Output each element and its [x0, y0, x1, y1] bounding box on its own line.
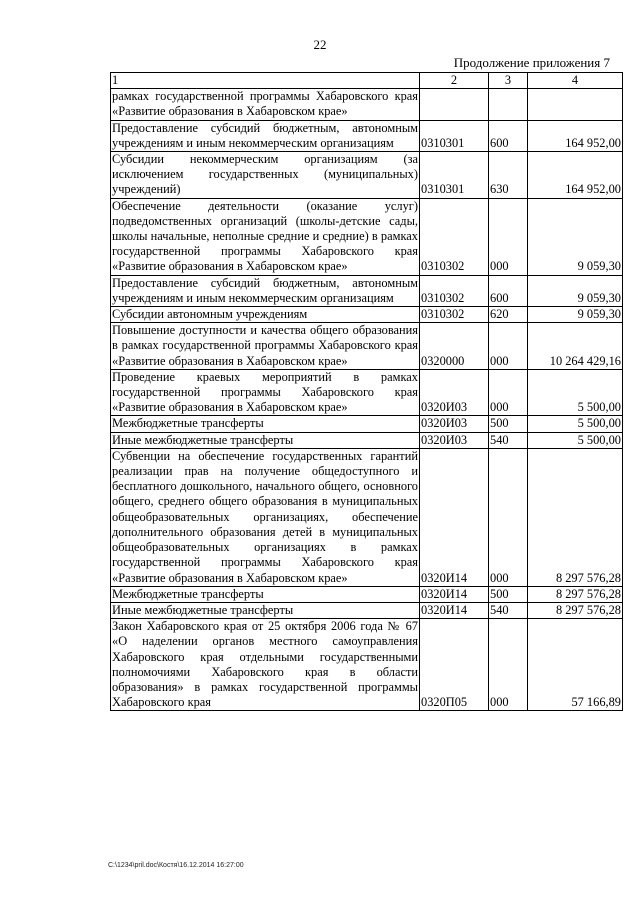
- row-sum-cell: 57 166,89: [528, 619, 623, 711]
- table-row: [111, 152, 623, 199]
- row-name-cell: Предоставление субсидий бюджетным, автономным учреждениям и иным некоммерческим организациям: [112, 275, 418, 305]
- row-name-cell: Субвенции на обеспечение государственных гарантий реализации прав на получение общедоступного и бесплатного дошкольного, начального общего, основного общего, среднего общего образования в муниципальных общеобразовательных организациях, обеспечение дополнительного образования детей в муниципальных общеобразовательных организациях в рамках государственной программы Хабаровского края «Развитие образования в Хабаровском крае»: [112, 448, 418, 585]
- row-sum-cell: 164 952,00: [528, 152, 623, 199]
- row-vr-cell: 600: [489, 120, 528, 151]
- row-vr-cell: 620: [489, 307, 528, 323]
- table-row: [111, 275, 623, 306]
- row-csr-cell: 0320000: [420, 323, 489, 370]
- table-row: [111, 586, 623, 602]
- table-row: [111, 369, 623, 416]
- row-vr-cell: 000: [489, 369, 528, 416]
- table-row: [111, 198, 623, 275]
- table-row: [111, 448, 623, 586]
- row-name-cell: Межбюджетные трансферты: [111, 416, 420, 432]
- row-csr-cell: [420, 89, 489, 120]
- row-csr-cell: 0310301: [420, 152, 489, 199]
- table-row: [111, 619, 623, 711]
- row-name-cell: Субсидии автономным учреждениям: [111, 307, 420, 323]
- row-sum-cell: 164 952,00: [528, 120, 623, 151]
- row-name-cell: Иные межбюджетные трансферты: [111, 602, 420, 618]
- row-vr-cell: 000: [489, 198, 528, 275]
- row-vr-cell: 540: [489, 602, 528, 618]
- header-col-1: 1: [111, 73, 420, 89]
- row-sum-cell: 8 297 576,28: [528, 448, 623, 586]
- row-csr-cell: 0320И14: [420, 586, 489, 602]
- row-sum-cell: 9 059,30: [528, 307, 623, 323]
- table-row: [111, 120, 623, 151]
- table-row: [111, 602, 623, 618]
- row-vr-cell: 500: [489, 416, 528, 432]
- row-vr-cell: 000: [489, 448, 528, 586]
- row-sum-cell: [528, 89, 623, 120]
- row-vr-cell: 000: [489, 619, 528, 711]
- row-name-cell: Закон Хабаровского края от 25 октября 2006 года № 67 «О наделении органов местного самоуправления Хабаровского края отдельными государственными полномочиями Хабаровского края в области образования» в рамках государственной программы Хабаровского края: [112, 619, 418, 710]
- row-csr-cell: 0310302: [420, 198, 489, 275]
- row-csr-cell: 0320И03: [420, 369, 489, 416]
- row-sum-cell: 9 059,30: [528, 275, 623, 306]
- row-name-cell: Предоставление субсидий бюджетным, автономным учреждениям и иным некоммерческим организациям: [112, 120, 418, 150]
- table-row: [111, 323, 623, 370]
- header-col-2: 2: [420, 73, 489, 89]
- row-csr-cell: 0310302: [420, 307, 489, 323]
- table-row: [111, 307, 623, 323]
- row-sum-cell: 5 500,00: [528, 432, 623, 448]
- row-vr-cell: 000: [489, 323, 528, 370]
- row-csr-cell: 0320И14: [420, 602, 489, 618]
- row-csr-cell: 0320И14: [420, 448, 489, 586]
- row-vr-cell: [489, 89, 528, 120]
- row-sum-cell: 8 297 576,28: [528, 586, 623, 602]
- table-header-row: [111, 73, 623, 89]
- row-csr-cell: 0310301: [420, 120, 489, 151]
- row-csr-cell: 0310302: [420, 275, 489, 306]
- row-name-cell: Проведение краевых мероприятий в рамках государственной программы Хабаровского края «Развитие образования в Хабаровском крае»: [112, 369, 418, 415]
- page-number: 22: [313, 37, 327, 52]
- row-vr-cell: 630: [489, 152, 528, 199]
- header-col-3: 3: [489, 73, 528, 89]
- file-path-footer: C:\1234\pril.doc\Костя\16.12.2014 16:27:00: [108, 862, 244, 869]
- row-sum-cell: 8 297 576,28: [528, 602, 623, 618]
- continuation-label: Продолжение приложения 7: [453, 55, 610, 70]
- table-row: [111, 432, 623, 448]
- row-sum-cell: 5 500,00: [528, 369, 623, 416]
- row-csr-cell: 0320И03: [420, 416, 489, 432]
- row-name-cell: Иные межбюджетные трансферты: [111, 432, 420, 448]
- row-name-cell: Повышение доступности и качества общего образования в рамках государственной программы Хабаровского края «Развитие образования в Хабаровском крае»: [112, 323, 418, 368]
- table-row: [111, 89, 623, 120]
- row-csr-cell: 0320И03: [420, 432, 489, 448]
- table-row: [111, 416, 623, 432]
- row-vr-cell: 600: [489, 275, 528, 306]
- row-name-cell: Субсидии некоммерческим организациям (за исключением государственных (муниципальных) учреждений): [112, 152, 418, 197]
- header-col-4: 4: [528, 73, 623, 89]
- row-name-cell: Обеспечение деятельности (оказание услуг) подведомственных организаций (школы-детские сады, школы начальные, неполные средние и средние) в рамках государственной программы Хабаровского края «Развитие образования в Хабаровском крае»: [112, 198, 418, 274]
- appendix-table: [110, 72, 623, 711]
- row-sum-cell: 9 059,30: [528, 198, 623, 275]
- row-sum-cell: 10 264 429,16: [528, 323, 623, 370]
- row-sum-cell: 5 500,00: [528, 416, 623, 432]
- table-body: [111, 89, 623, 711]
- row-name-cell: рамках государственной программы Хабаровского края «Развитие образования в Хабаровском крае»: [112, 89, 418, 119]
- row-csr-cell: 0320П05: [420, 619, 489, 711]
- row-vr-cell: 500: [489, 586, 528, 602]
- row-name-cell: Межбюджетные трансферты: [111, 586, 420, 602]
- row-vr-cell: 540: [489, 432, 528, 448]
